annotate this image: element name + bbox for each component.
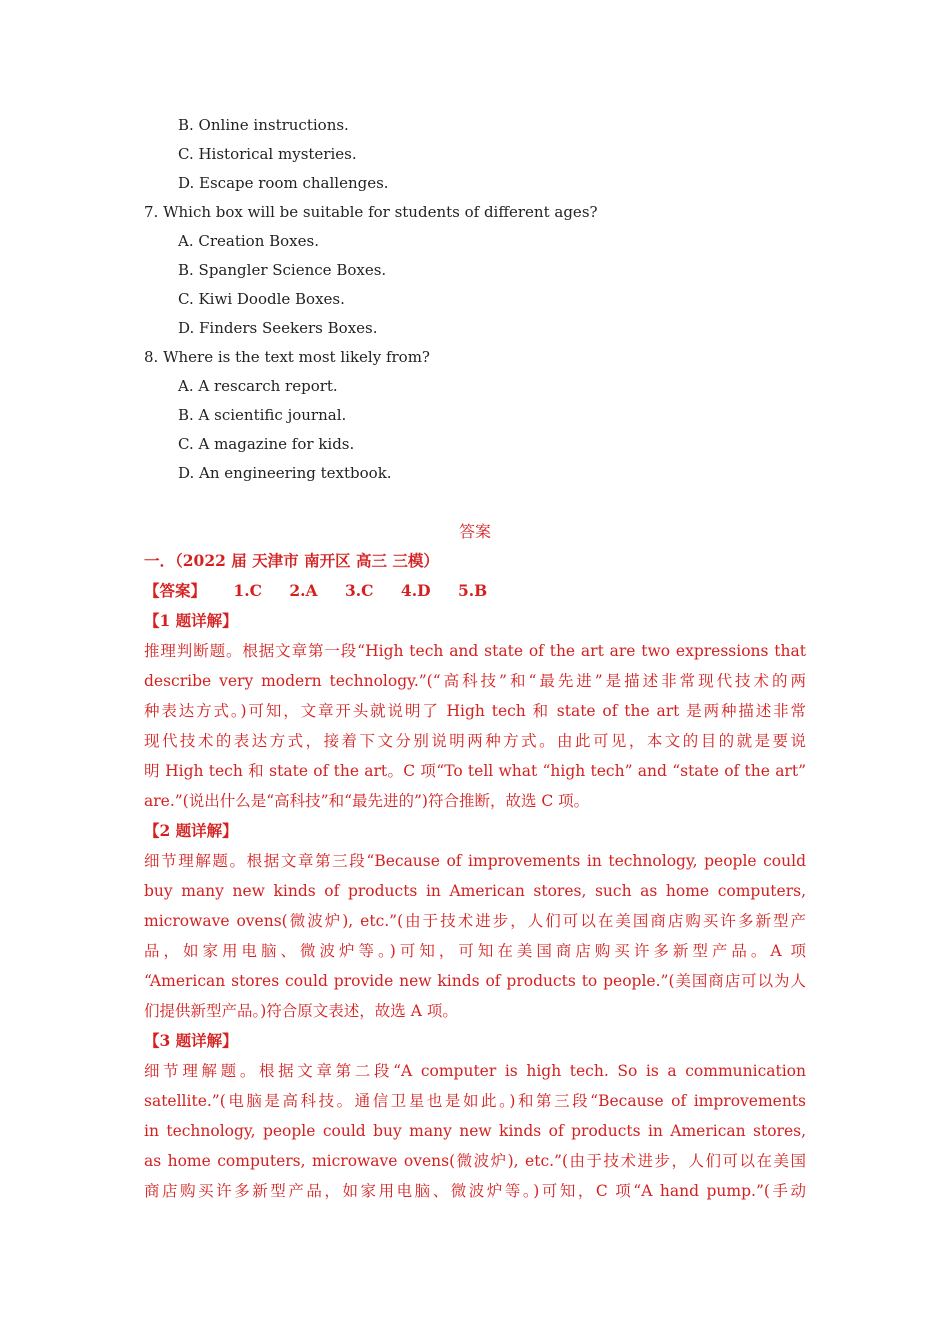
detail3-line: 商店购买许多新型产品，如家用电脑、微波炉等。)可知，C 项“A hand pump.”(手动 <box>144 1182 806 1200</box>
detail1-line: 明 High tech 和 state of the art。C 项“To tell what “high tech” and “state of the art” <box>144 762 806 780</box>
q6-option-b: B. Online instructions. <box>178 116 349 134</box>
answer-4: 4.D <box>400 581 431 600</box>
detail2-line: 们提供新型产品。)符合原文表述，故选 A 项。 <box>144 1002 458 1020</box>
q7-option-c: C. Kiwi Doodle Boxes. <box>178 290 345 308</box>
q7-option-b: B. Spangler Science Boxes. <box>178 261 387 279</box>
detail1-line: are.”(说出什么是“高科技”和“最先进的”)符合推断，故选 C 项。 <box>144 792 590 810</box>
question-7: 7. Which box will be suitable for students of different ages? <box>144 203 598 221</box>
answer-source: 一．（2022 届 天津市 南开区 高三 三模） <box>144 551 439 570</box>
detail1-line: 现代技术的表达方式，接着下文分别说明两种方式。由此可见，本文的目的就是要说 <box>144 732 806 750</box>
answer-key <box>144 576 806 606</box>
detail3-line: satellite.”(电脑是高科技。通信卫星也是如此。)和第三段“Because of improvements <box>144 1092 806 1110</box>
detail2-line: 细节理解题。根据文章第三段“Because of improvements in technology, people could <box>144 852 806 870</box>
detail2-line: 品，如家用电脑、微波炉等。)可知，可知在美国商店购买许多新型产品。A 项 <box>144 942 806 960</box>
detail1-line: describe very modern technology.”(“高科技”和“最先进”是描述非常现代技术的两 <box>144 672 806 690</box>
answer-1: 1.C <box>233 581 262 600</box>
questions-section <box>144 111 814 488</box>
q6-option-d: D. Escape room challenges. <box>178 174 389 192</box>
detail1-heading: 【1 题详解】 <box>144 611 238 630</box>
detail2-heading: 【2 题详解】 <box>144 821 238 840</box>
detail3-line: as home computers, microwave ovens(微波炉), etc.”(由于技术进步，人们可以在美国 <box>144 1152 806 1170</box>
detail3-heading: 【3 题详解】 <box>144 1031 238 1050</box>
q8-option-a: A. A rescarch report. <box>178 377 338 395</box>
detail1-line: 推理判断题。根据文章第一段“High tech and state of the art are two expressions that <box>144 642 806 660</box>
detail2-line: “American stores could provide new kinds of products to people.”(美国商店可以为人 <box>144 972 806 990</box>
detail3-line: in technology, people could buy many new kinds of products in American stores, <box>144 1122 806 1140</box>
question-8: 8. Where is the text most likely from? <box>144 348 430 366</box>
answer-2: 2.A <box>289 581 318 600</box>
q6-option-c: C. Historical mysteries. <box>178 145 357 163</box>
q7-option-a: A. Creation Boxes. <box>178 232 319 250</box>
q8-option-c: C. A magazine for kids. <box>178 435 355 453</box>
q7-option-d: D. Finders Seekers Boxes. <box>178 319 378 337</box>
answer-3: 3.C <box>344 581 374 600</box>
q8-option-d: D. An engineering textbook. <box>178 464 392 482</box>
q8-option-b: B. A scientific journal. <box>178 406 347 424</box>
answer-section <box>144 546 806 1206</box>
detail3-line: 细节理解题。根据文章第二段“A computer is high tech. So is a communication <box>144 1062 806 1080</box>
detail2-line: microwave ovens(微波炉), etc.”(由于技术进步，人们可以在美国商店购买许多新型产 <box>144 912 806 930</box>
detail1-line: 种表达方式。)可知，文章开头就说明了 High tech 和 state of the art 是两种描述非常 <box>144 702 806 720</box>
answer-title: 答案 <box>458 522 491 541</box>
answer-5: 5.B <box>457 581 488 600</box>
answer-label: 【答案】 <box>144 581 207 600</box>
detail2-line: buy many new kinds of products in American stores, such as home computers, <box>144 882 806 900</box>
